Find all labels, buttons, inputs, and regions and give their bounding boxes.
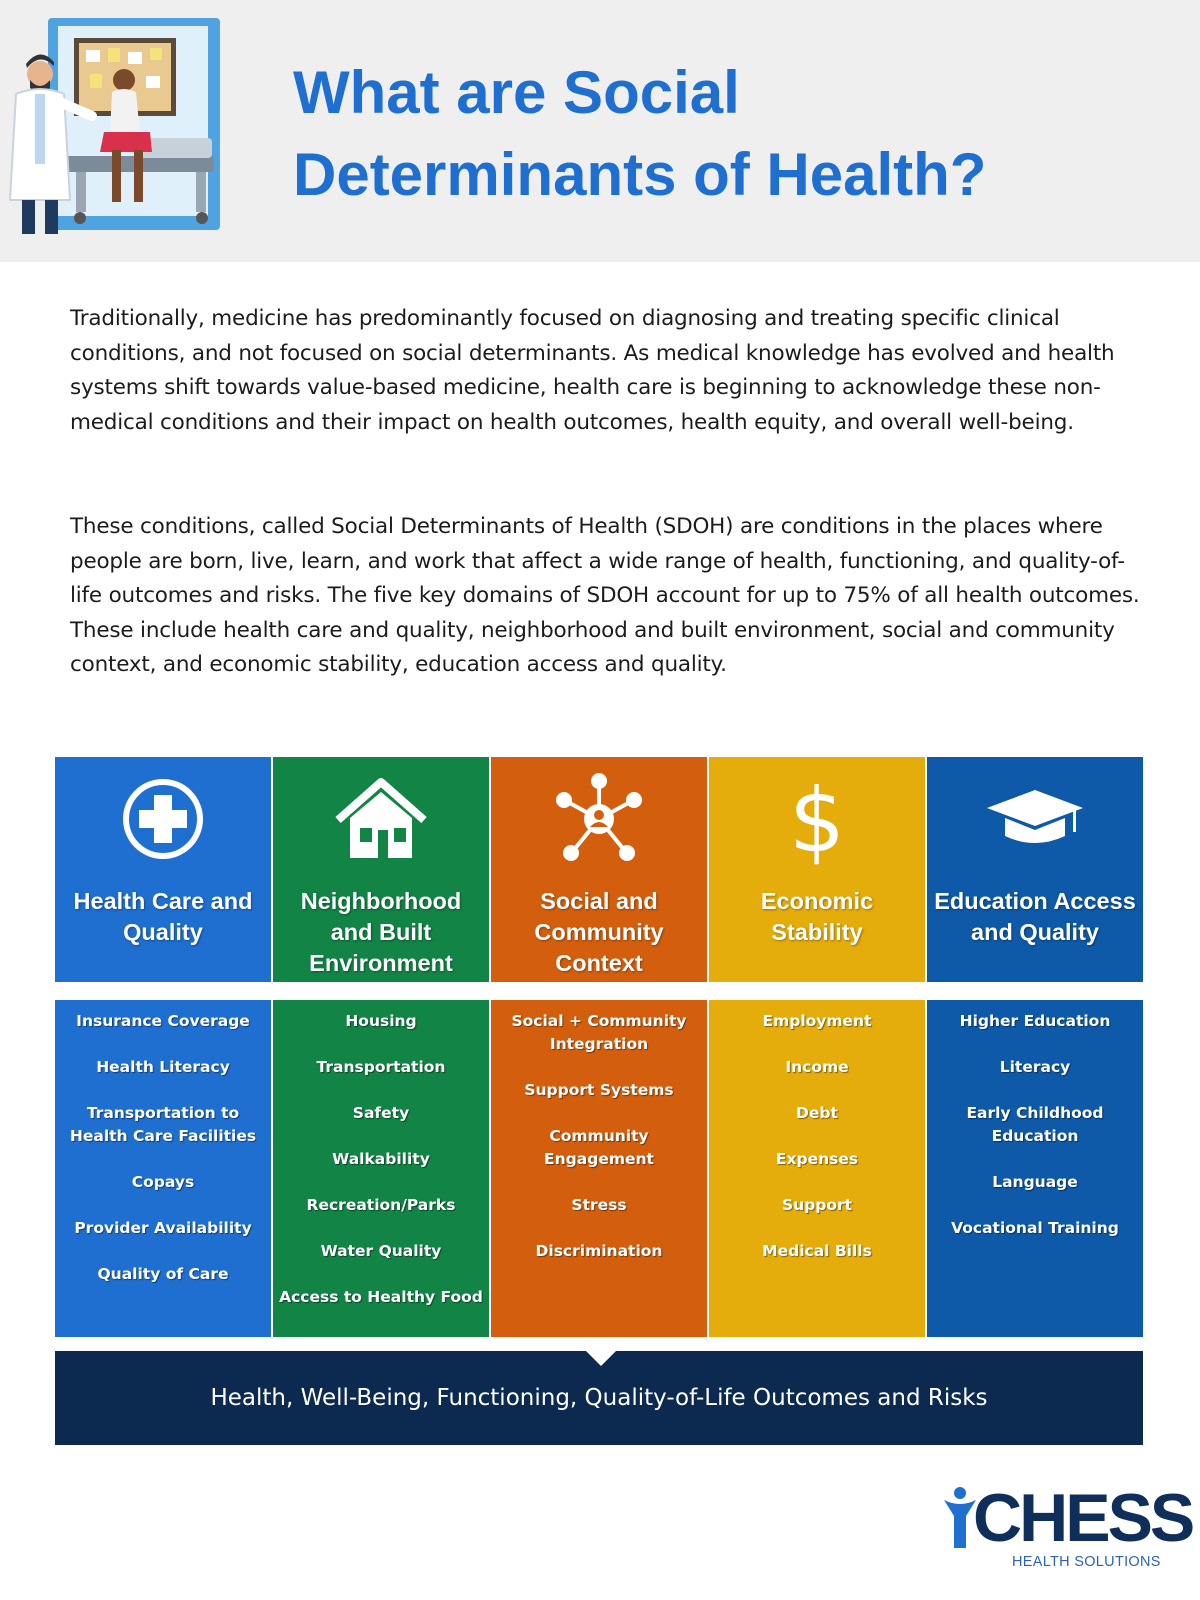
domain-economic-items: [709, 1000, 925, 1337]
list-item: Safety: [352, 1104, 410, 1122]
down-arrow-notch: [585, 1350, 617, 1366]
intro-paragraph-2: These conditions, called Social Determinants of Health (SDOH) are conditions in the places where people are born, live, learn, and work that affect a wide range of health, functioning, and quality-of-life outcomes and risks. The five key domains of SDOH account for up to 75% of all health outcomes. These include health care and quality, neighborhood and built environment, social and community context, and economic stability, education access and quality.: [70, 514, 1140, 677]
list-item: Water Quality: [320, 1242, 442, 1260]
list-item: Discrimination: [535, 1242, 663, 1260]
list-item: Quality of Care: [97, 1265, 229, 1283]
list-item: Recreation/Parks: [306, 1196, 456, 1214]
list-item: Stress: [571, 1196, 627, 1214]
domain-economic-header: [709, 757, 925, 982]
header-banner: [0, 0, 1200, 262]
list-item: Employment: [762, 1012, 872, 1030]
logo-name: CHESS: [973, 1480, 1193, 1556]
dollar-icon: [709, 769, 925, 869]
list-item: Transportation: [316, 1058, 446, 1076]
list-item: Access to Healthy Food: [279, 1288, 483, 1306]
list-item: Provider Availability: [74, 1219, 252, 1237]
list-item: Community Engagement: [544, 1127, 654, 1168]
domain-heading: Economic Stability: [760, 888, 874, 945]
domain-education-items: [927, 1000, 1143, 1337]
network-icon: [491, 769, 707, 869]
list-item: Transportation to Health Care Facilities: [69, 1104, 257, 1145]
list-item: Housing: [345, 1012, 417, 1030]
list-item: Vocational Training: [951, 1219, 1119, 1237]
house-icon: [273, 769, 489, 869]
domain-heading: Education Access and Quality: [934, 888, 1136, 945]
title-line-2: Determinants of Health?: [293, 141, 987, 208]
intro-paragraph-1: Traditionally, medicine has predominantly focused on diagnosing and treating specific clinical conditions, and not focused on social determinants. As medical knowledge has evolved and health systems shift towards value-based medicine, health care is beginning to acknowledge these non-medical conditions and their impact on health outcomes, health equity, and overall well-being.: [70, 306, 1115, 435]
outcome-label: Health, Well-Being, Functioning, Quality-of-Life Outcomes and Risks: [210, 1385, 988, 1411]
list-item: Insurance Coverage: [76, 1012, 250, 1030]
list-item: Expenses: [775, 1150, 859, 1168]
list-item: Social + Community Integration: [511, 1012, 687, 1053]
list-item: Medical Bills: [762, 1242, 872, 1260]
doctor-patient-illustration: [0, 18, 230, 240]
medical-cross-icon: [55, 769, 271, 869]
list-item: Health Literacy: [96, 1058, 230, 1076]
domain-health-care-header: [55, 757, 271, 982]
list-item: Early Childhood Education: [966, 1104, 1104, 1145]
logo-subtitle: HEALTH SOLUTIONS: [1012, 1554, 1161, 1570]
list-item: Copays: [131, 1173, 195, 1191]
list-item: Support: [781, 1196, 853, 1214]
domain-social-items: [491, 1000, 707, 1337]
svg-text:$: $: [789, 771, 845, 867]
page-title: [293, 52, 986, 216]
chess-logo: [940, 1480, 1193, 1572]
domain-heading: Health Care and Quality: [73, 888, 253, 945]
domain-health-care-items: [55, 1000, 271, 1337]
domain-neighborhood-header: [273, 757, 489, 982]
graduation-cap-icon: [927, 769, 1143, 869]
list-item: Income: [785, 1058, 849, 1076]
list-item: Language: [992, 1173, 1078, 1191]
domain-heading: Neighborhood and Built Environment: [300, 888, 462, 976]
domain-education-header: [927, 757, 1143, 982]
title-line-1: What are Social: [293, 59, 740, 126]
domain-social-header: [491, 757, 707, 982]
domain-neighborhood-items: [273, 1000, 489, 1337]
list-item: Literacy: [999, 1058, 1071, 1076]
list-item: Higher Education: [959, 1012, 1111, 1030]
list-item: Support Systems: [524, 1081, 674, 1099]
list-item: Walkability: [332, 1150, 430, 1168]
list-item: Debt: [796, 1104, 838, 1122]
domain-heading: Social and Community Context: [534, 888, 664, 976]
